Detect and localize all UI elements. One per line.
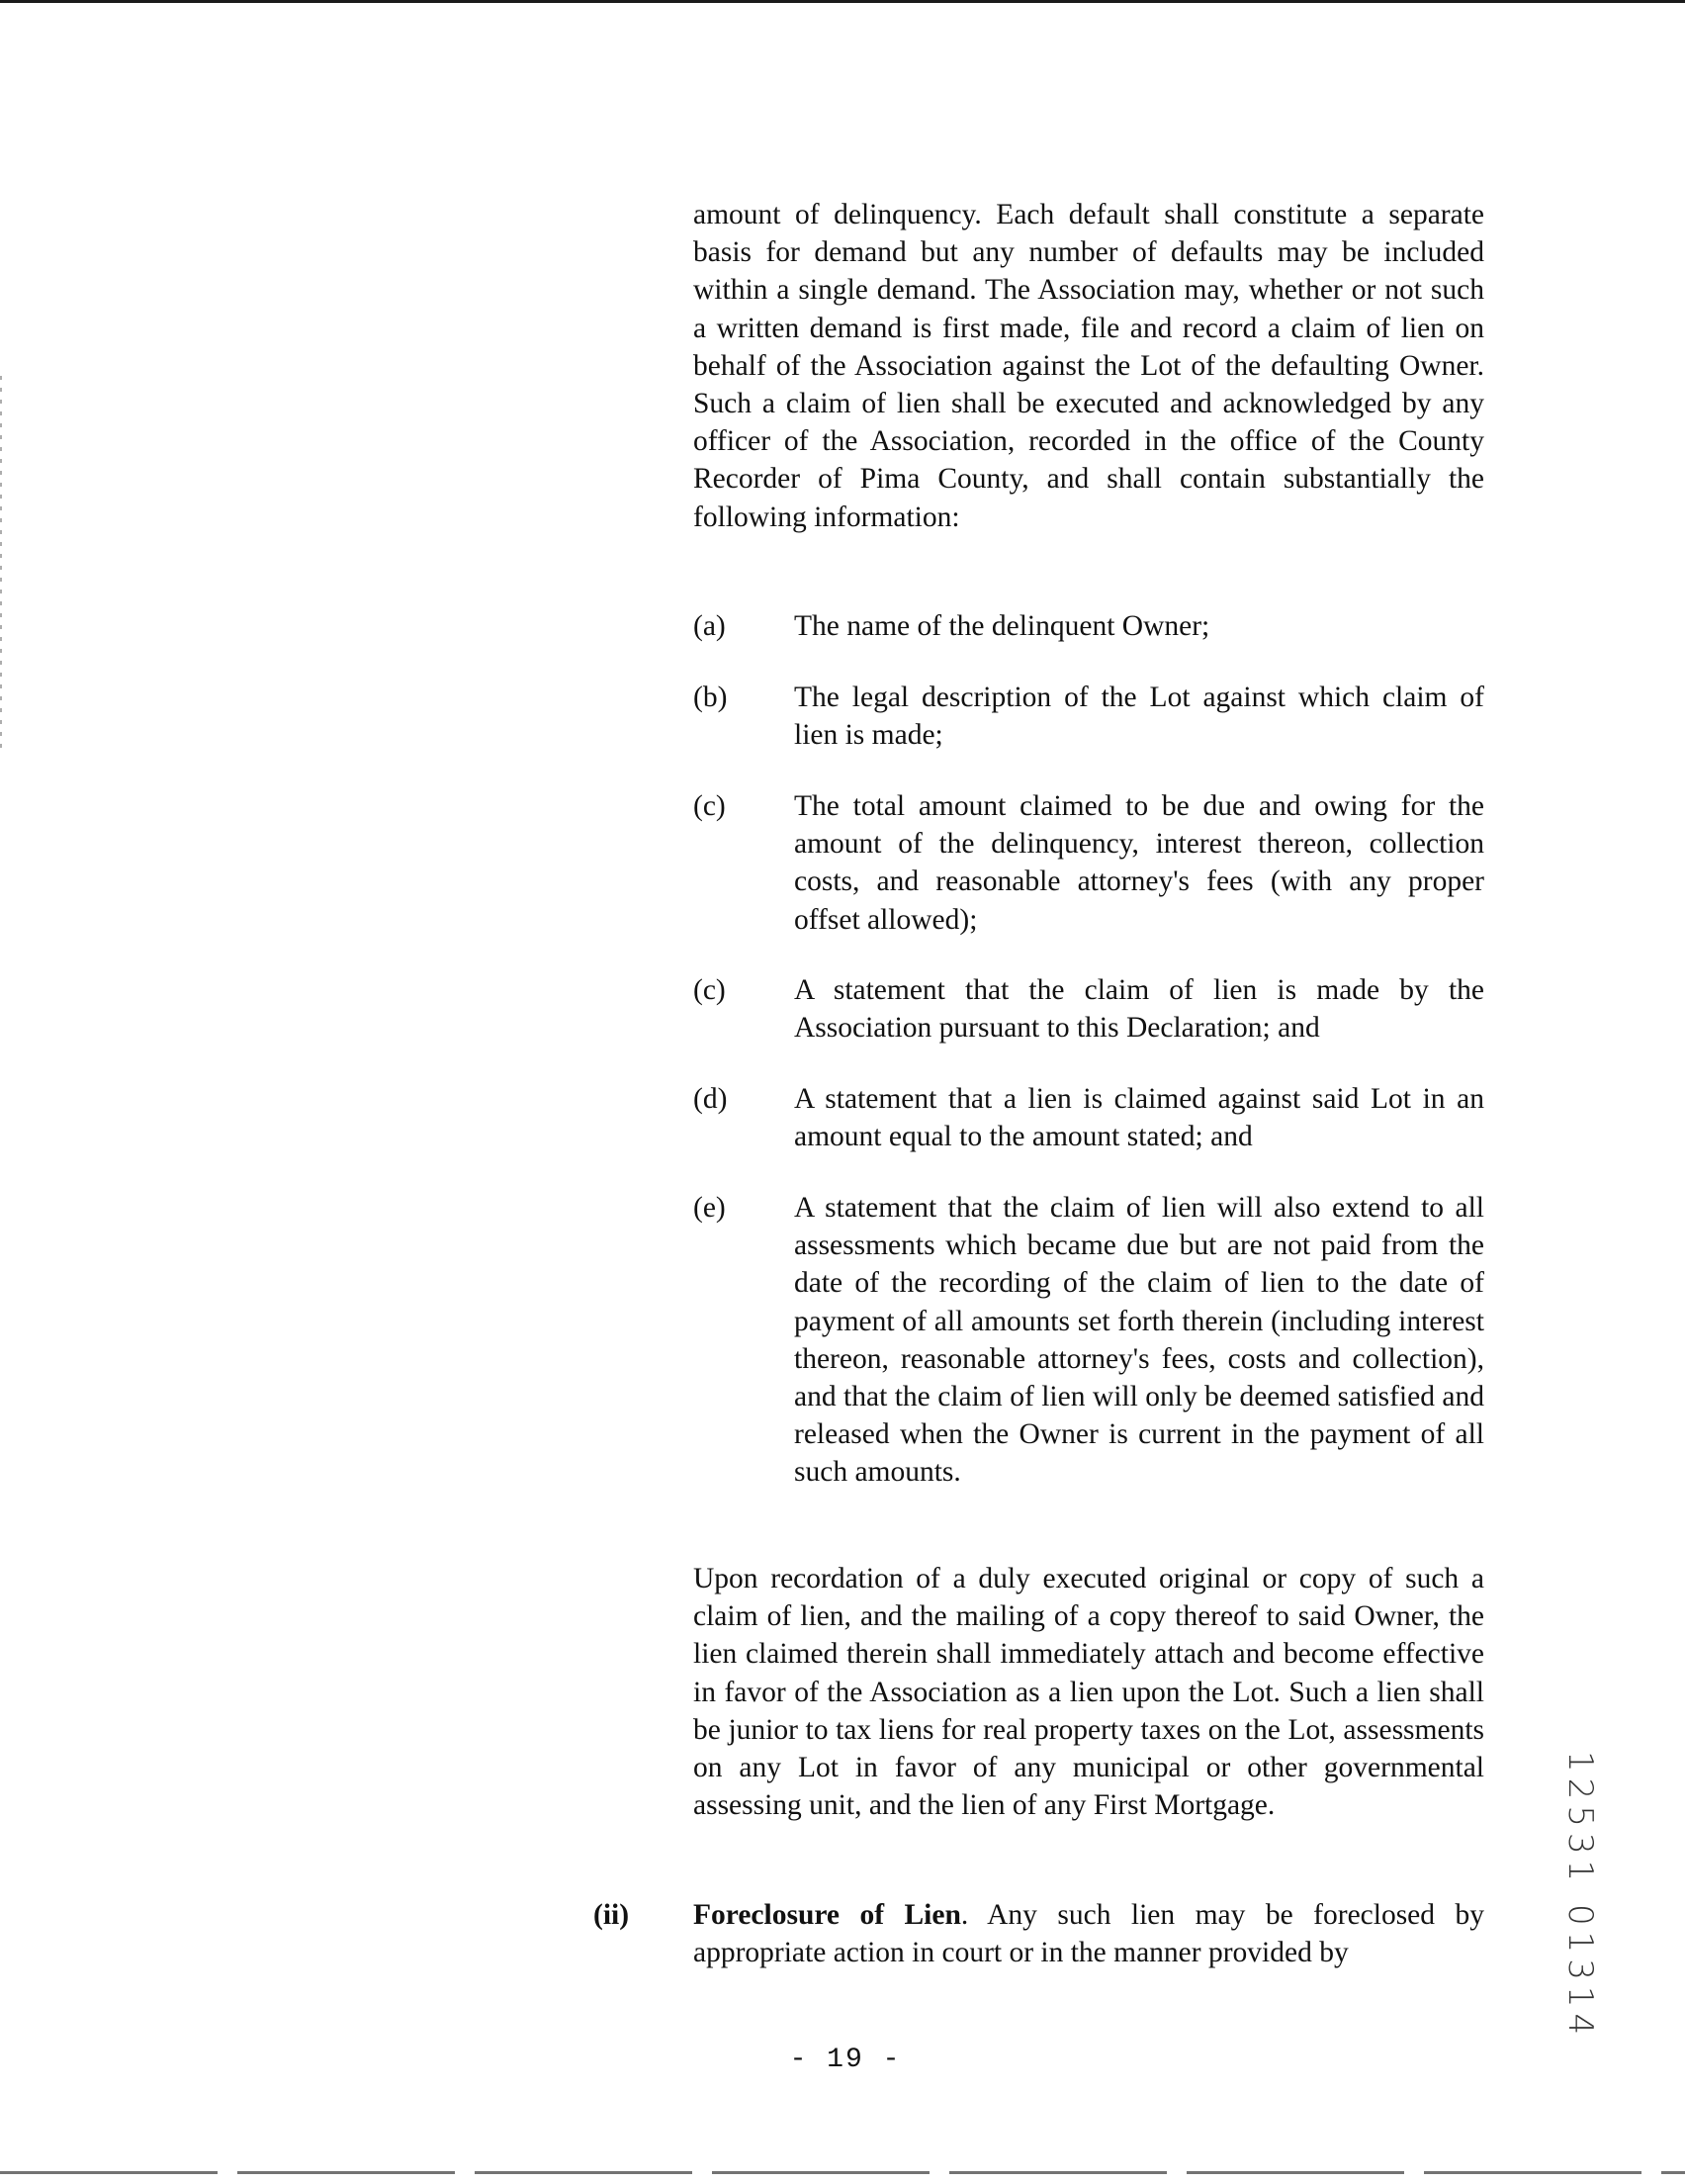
list-item-label: (d) (693, 1083, 728, 1115)
list-item (693, 679, 1484, 754)
subsection-label: (ii) (593, 1899, 630, 1931)
list-item-label: (b) (693, 682, 728, 713)
list-item (693, 787, 1484, 939)
list-item-label: (c) (693, 790, 726, 822)
list-item (693, 607, 1484, 645)
recording-number: 12531 01314 (1560, 1751, 1600, 2042)
page-number: - 19 - (789, 2045, 902, 2075)
list-item-text: A statement that a lien is claimed against said Lot in an amount equal to the amount stated; and (794, 1083, 1484, 1153)
subsection-foreclosure (593, 1896, 1484, 1971)
list-item (693, 1080, 1484, 1155)
top-border-line (0, 0, 1685, 3)
list-item-label: (a) (693, 610, 726, 642)
list-item (693, 971, 1484, 1046)
list-item (693, 1189, 1484, 1492)
intro-paragraph: amount of delinquency. Each default shall constitute a separate basis for demand but any number of defaults may be included within a single demand. The Association may, whether or not such a written demand is first made, file and record a claim of lien on behalf of the Association against the Lot of the defaulting Owner. Such a claim of lien shall be executed and acknowledged by any officer of the Association, recorded in the office of the County Recorder of Pima County, and shall contain substantially the following information: (693, 199, 1484, 533)
recordation-paragraph: Upon recordation of a duly executed original or copy of such a claim of lien, and the mailing of a copy thereof to said Owner, the lien claimed therein shall immediately attach and become effective in favor of the Association as a lien upon the Lot. Such a lien shall be junior to tax liens for real property taxes on the Lot, assessments on any Lot in favor of any municipal or other governmental assessing unit, and the lien of any First Mortgage. (693, 1563, 1484, 1822)
list-item-text: The total amount claimed to be due and owing for the amount of the delinquency, interest thereon, collection costs, and reasonable attorney's fees (with any proper offset allowed); (794, 790, 1484, 936)
list-item-label: (e) (693, 1192, 726, 1224)
scan-edge-artifact (0, 376, 2, 752)
list-item-text: The name of the delinquent Owner; (794, 610, 1210, 642)
subsection-body (693, 1896, 1484, 1971)
subsection-text: . Any such lien may be foreclosed by appropriate action in court or in the manner provided by (693, 1899, 1484, 1969)
subsection-heading: Foreclosure of Lien (693, 1899, 961, 1931)
list-item-label: (c) (693, 974, 726, 1006)
list-item-text: The legal description of the Lot against which claim of lien is made; (794, 682, 1484, 752)
list-item-text: A statement that the claim of lien will also extend to all assessments which became due but are not paid from the date of the recording of the claim of lien to the date of payment of all amounts set forth therein (including interest thereon, reasonable attorney's fees, costs and collection), and that the claim of lien will only be deemed satisfied and released when the Owner is current in the payment of all such amounts. (794, 1192, 1484, 1489)
list-item-text: A statement that the claim of lien is made by the Association pursuant to this Declaration; and (794, 974, 1484, 1045)
bottom-border-line (0, 2171, 1685, 2174)
